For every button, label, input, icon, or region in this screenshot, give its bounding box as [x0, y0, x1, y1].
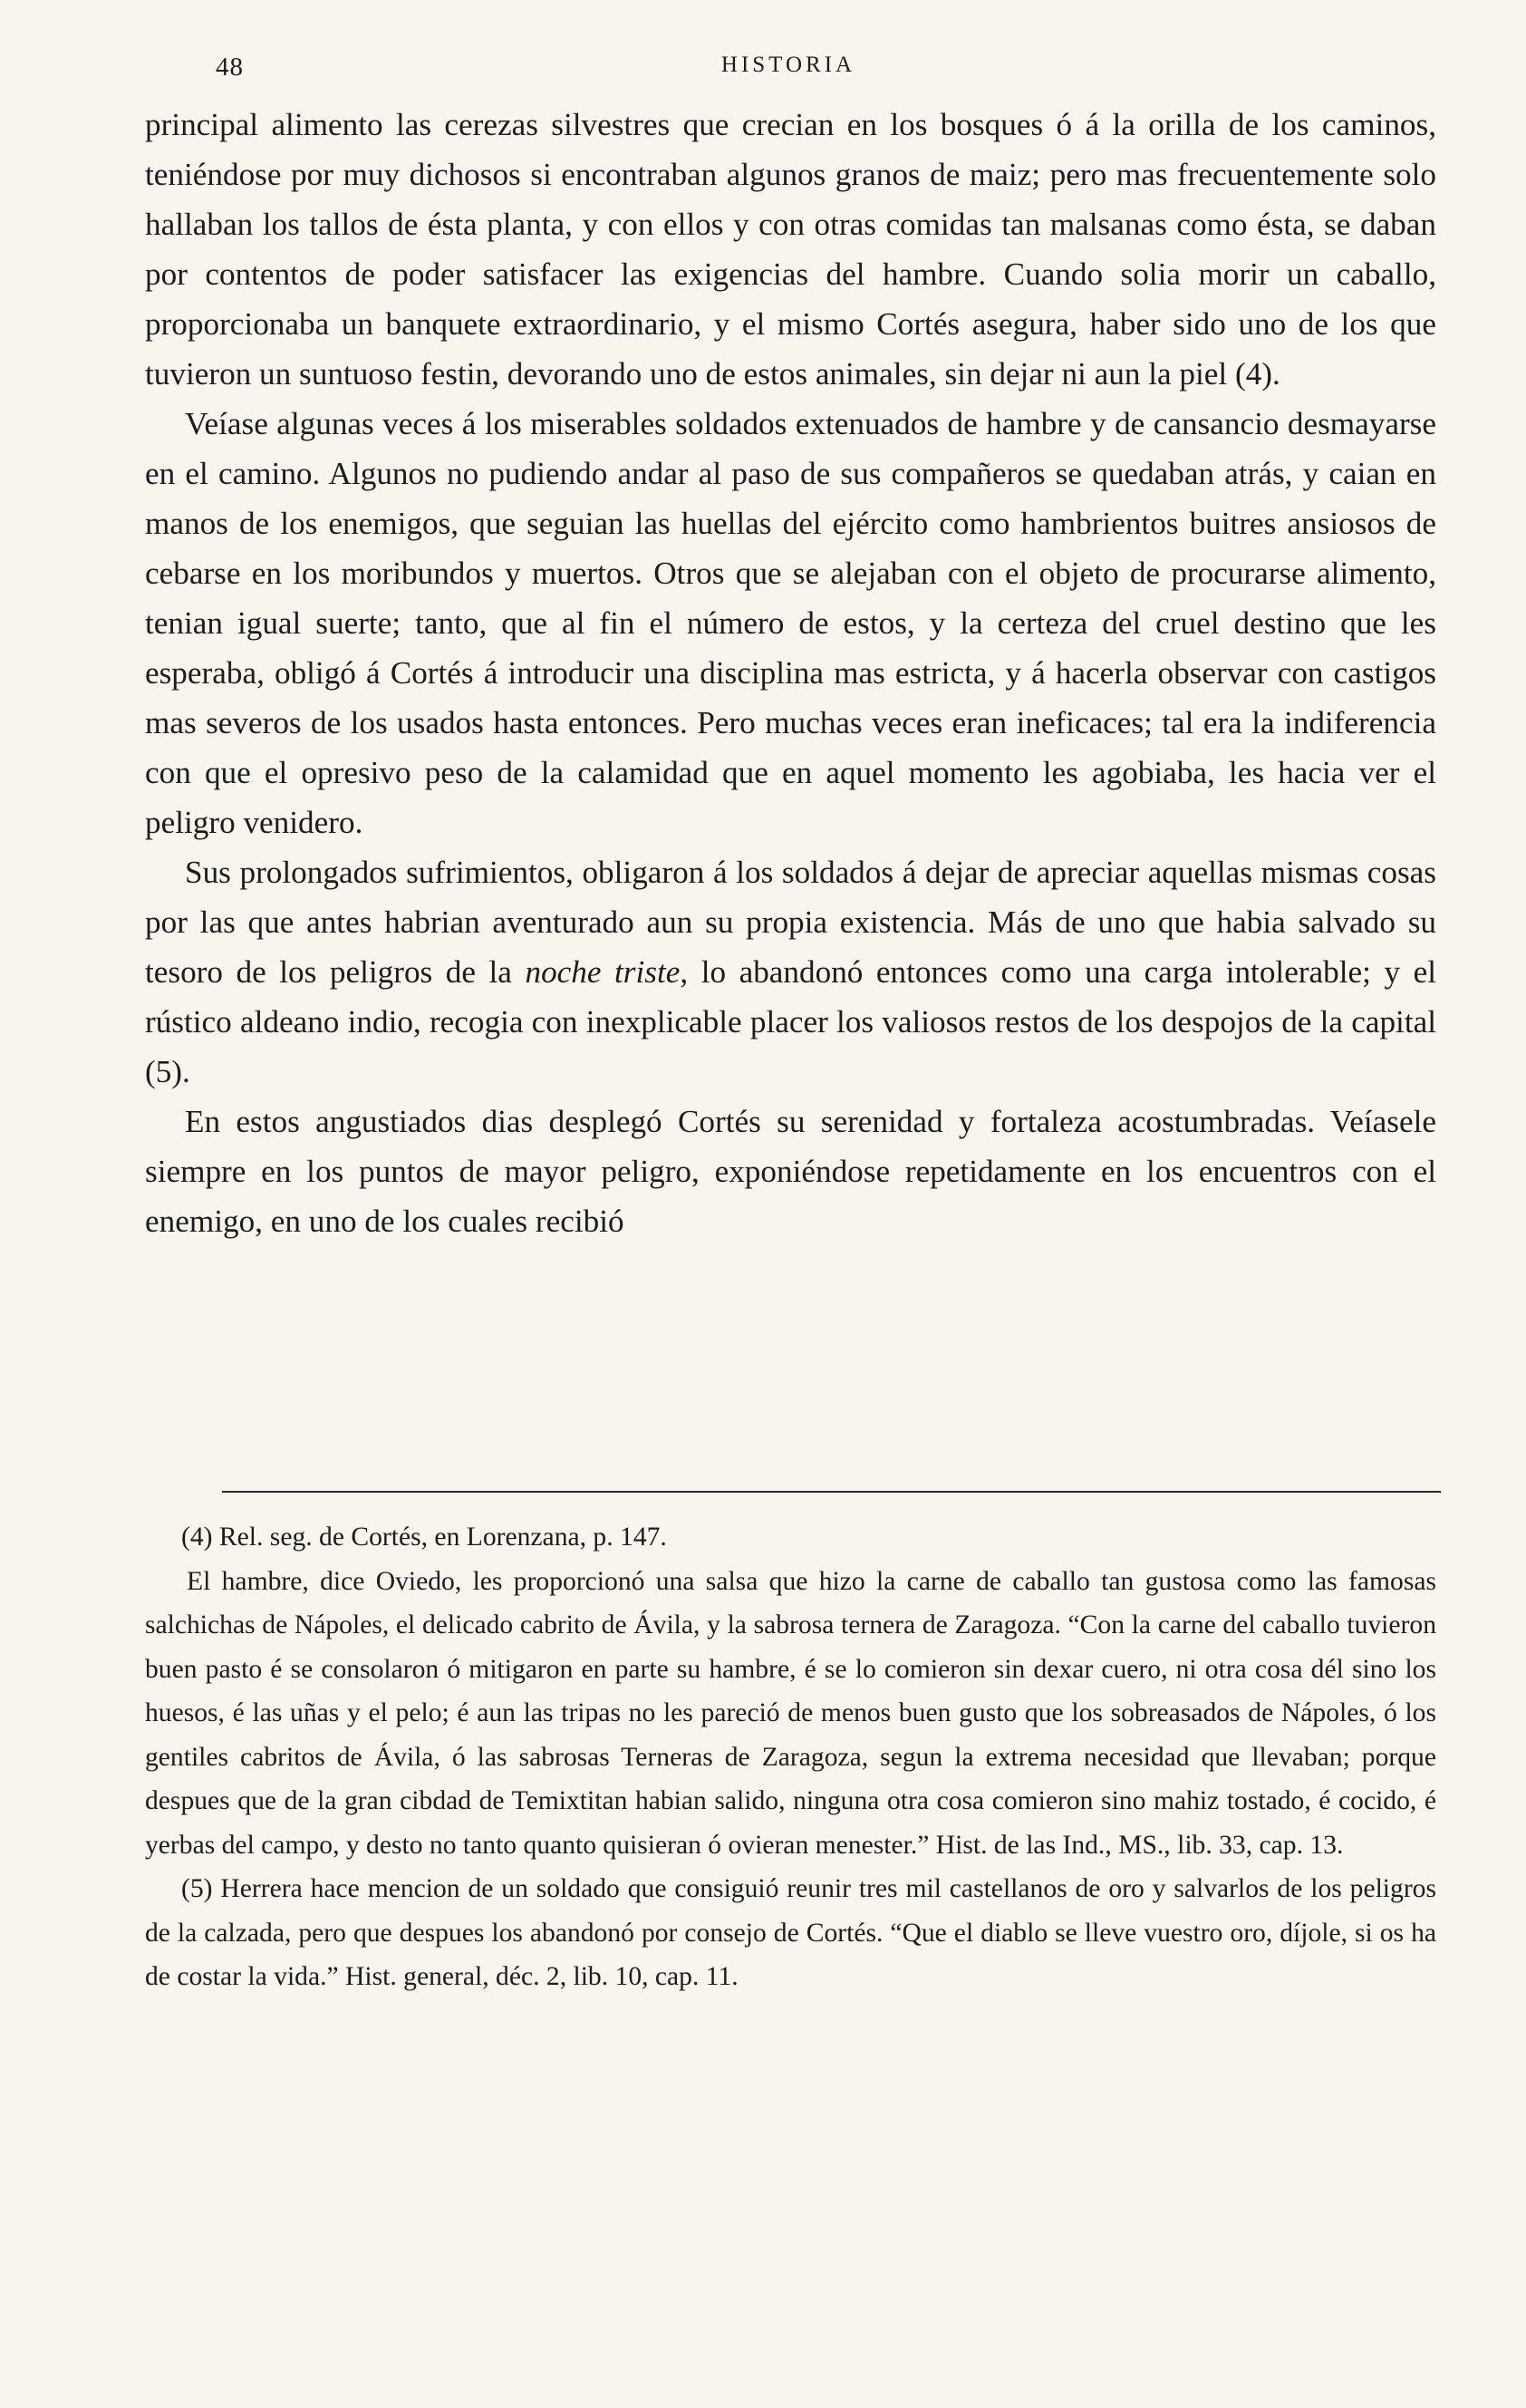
paragraph-continued: principal alimento las cerezas silvestres que crecian en los bosques ó á la orilla de los caminos, teniéndose por muy dichosos si encontraban algunos granos de maiz; pero mas frecuentemente solo hallaban los tallos de ésta planta, y con ellos y con otras comidas tan malsanas como ésta, se daban por contentos de poder satisfacer las exigencias del hambre. Cuando solia morir un caballo, proporcionaba un banquete extraordinario, y el mismo Cortés asegura, haber sido uno de los que tuvieron un suntuoso festin, devorando uno de estos animales, sin dejar ni aun la piel (4).: [145, 107, 1436, 392]
footnote-5: (5) Herrera hace mencion de un soldado que consiguió reunir tres mil castellanos de oro y salvarlos de los peligros de la calzada, pero que despues los abandonó por consejo de Cortés. “Que el diablo se lleve vuestro oro, díjole, si os ha de costar la vida.” Hist. general, déc. 2, lib. 10, cap. 11.: [145, 1874, 1436, 1991]
paragraph: Veíase algunas veces á los miserables soldados extenuados de hambre y de cansancio desmayarse en el camino. Algunos no pudiendo andar al paso de sus compañeros se quedaban atrás, y caian en manos de los enemigos, que seguian las huellas del ejército como hambrientos buitres ansiosos de cebarse en los moribundos y muertos. Otros que se alejaban con el objeto de procurarse alimento, tenian igual suerte; tanto, que al fin el número de estos, y la certeza del cruel destino que les esperaba, obligó á Cortés á introducir una disciplina mas estricta, y á hacerla observar con castigos mas severos de los usados hasta entonces. Pero muchas veces eran ineficaces; tal era la indiferencia con que el opresivo peso de la calamidad que en aquel momento les agobiaba, les hacia ver el peligro venidero.: [145, 406, 1436, 840]
page-number: 48: [216, 53, 244, 82]
main-text: [145, 100, 1436, 1246]
footnote-rule: [222, 1491, 1441, 1493]
footnote-4-reference: (4) Rel. seg. de Cortés, en Lorenzana, p. 147.: [181, 1523, 667, 1552]
footnotes: [145, 1515, 1436, 1999]
italic-phrase: noche triste: [525, 954, 681, 990]
paragraph: En estos angustiados dias desplegó Cortés su serenidad y fortaleza acostumbradas. Veíasele siempre en los puntos de mayor peligro, exponiéndose repetidamente en los encuentros con el enemigo, en uno de los cuales recibió: [145, 1104, 1436, 1239]
running-title: HISTORIA: [720, 53, 856, 77]
footnote-4-text: El hambre, dice Oviedo, les proporcionó una salsa que hizo la carne de caballo tan gustosa como las famosas salchichas de Nápoles, el delicado cabrito de Ávila, y la sabrosa ternera de Zaragoza. “Con la carne del caballo tuvieron buen pasto é se consolaron ó mitigaron en parte su hambre, é se lo comieron sin dexar cuero, ni otra cosa dél sino los huesos, é las uñas y el pelo; é aun las tripas no les pareció de menos buen gusto que los sobreasados de Nápoles, ó los gentiles cabritos de Ávila, ó las sabrosas Terneras de Zaragoza, segun la extrema necesidad que llevaban; porque despues que de la gran cibdad de Temixtitan habian salido, ninguna otra cosa comieron sino mahiz tostado, é cocido, é yerbas del campo, y desto no tanto quanto quisieran ó ovieran menester.” Hist. de las Ind., MS., lib. 33, cap. 13.: [145, 1566, 1436, 1860]
paragraph: [145, 847, 1436, 1097]
paragraph-text: Sus prolongados sufrimientos, obligaron á los soldados á dejar de apreciar aquellas mismas cosas por las que antes habrian aventurado aun su propia existencia. Más de uno que habia salvado su tesoro de los peligros de la: [145, 855, 1436, 990]
running-head: [136, 53, 1441, 89]
paragraph-text: , lo abandonó entonces como una carga intolerable; y el rústico aldeano indio, recogia con inexplicable placer los valiosos restos de los despojos de la capital (5).: [145, 954, 1436, 1089]
